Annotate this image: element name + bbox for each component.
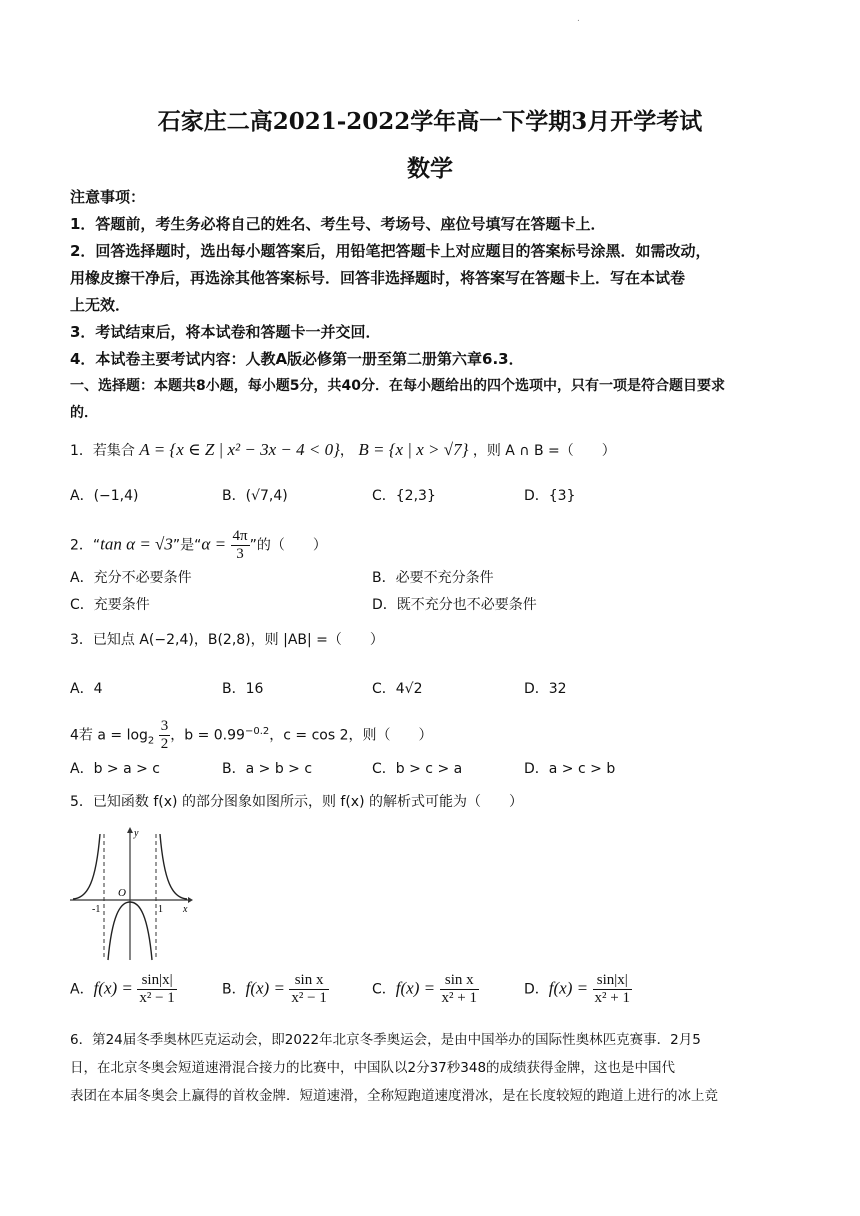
q5-opt-c-num: sin x — [440, 972, 479, 990]
q5-opt-a-fx: f(x) = — [93, 978, 133, 998]
page-mark: . — [577, 14, 580, 24]
graph-label-y: y — [134, 828, 139, 839]
q2-option-c: C．充要条件 — [70, 597, 150, 613]
q4-stem-c: ，c = cos 2，则（ ） — [269, 727, 433, 744]
curve-right-branch — [160, 834, 187, 899]
question-6-line: 表团在本届冬奥会上赢得的首枚金牌．短道速滑，全称短跑道速度滑冰，是在长度较短的跑道上进行的冰上竞 — [70, 1088, 718, 1104]
x-axis-arrow — [188, 897, 193, 903]
notice-item: 3．考试结束后，将本试卷和答题卡一并交回． — [70, 323, 381, 341]
q4-frac-den: 2 — [160, 736, 169, 752]
notice-item: 上无效． — [70, 296, 131, 314]
section-heading: 一、选择题：本题共8小题，每小题5分，共40分．在每小题给出的四个选项中，只有一项是符合题目要求 — [70, 378, 725, 394]
q4-option-c: C．b > c > a — [372, 761, 463, 777]
graph-label-neg1: -1 — [92, 904, 101, 915]
notice-item: 1．答题前，考生务必将自己的姓名、考生号、考场号、座位号填写在答题卡上． — [70, 215, 606, 233]
q5-opt-d-frac — [593, 972, 632, 1007]
q5-option-b — [222, 972, 329, 1007]
q5-opt-d-fx: f(x) = — [548, 978, 589, 998]
q1-option-b: B．(√7,4) — [222, 488, 288, 504]
section-heading-cont: 的． — [70, 405, 98, 421]
q2-fraction — [231, 528, 250, 563]
q1-set-a: A = {x ∈ Z | x² − 3x − 4 < 0} — [139, 440, 340, 459]
q2-frac-num: 4π — [232, 528, 248, 544]
q4-stem-a: 4若 a = log — [70, 727, 148, 744]
graph-label-pos1: 1 — [158, 904, 163, 915]
q1-ask: ，则 A ∩ B =（ ） — [472, 443, 616, 459]
q2-option-a: A．充分不必要条件 — [70, 570, 192, 586]
q5-opt-a-den: x² − 1 — [139, 990, 175, 1006]
graph-label-x: x — [183, 904, 188, 915]
notice-heading: 注意事项： — [70, 188, 146, 206]
q4-exponent: −0.2 — [244, 725, 270, 737]
graph-label-origin: O — [118, 887, 126, 899]
notice-item: 4．本试卷主要考试内容：人教A版必修第一册至第二册第六章6.3． — [70, 350, 524, 368]
q5-opt-b-num: sin x — [289, 972, 328, 990]
q2-stem-a: 2．“ — [70, 537, 101, 554]
q5-opt-a-frac — [137, 972, 176, 1007]
q5-opt-b-frac — [289, 972, 328, 1007]
q5-option-d — [524, 972, 632, 1007]
q4-option-a: A．b > a > c — [70, 761, 161, 777]
q1-option-c: C．{2,3} — [372, 488, 436, 504]
q3-option-d: D．32 — [524, 681, 567, 697]
q2-stem-b: ”是“ — [172, 537, 202, 554]
q4-stem-b: ，b = 0.99 — [170, 727, 245, 744]
q1-sep: ， — [339, 443, 354, 459]
q3-option-b: B．16 — [222, 681, 264, 697]
question-6-line: 日，在北京冬奥会短道速滑混合接力的比赛中，中国队以2分37秒348的成绩获得金牌，这也是中国代 — [70, 1060, 676, 1076]
question-5: 5．已知函数 f(x) 的部分图象如图所示，则 f(x) 的解析式可能为（ ） — [70, 794, 523, 810]
q5-opt-d-label: D． — [524, 981, 549, 998]
q5-option-c — [372, 972, 479, 1007]
q1-option-a: A．(−1,4) — [70, 488, 139, 504]
q5-opt-c-frac — [440, 972, 479, 1007]
question-4 — [70, 718, 796, 753]
q4-frac-num: 3 — [160, 718, 169, 734]
curve-left-branch — [73, 834, 100, 899]
q4-fraction — [159, 718, 171, 753]
notice-item: 2．回答选择题时，选出每小题答案后，用铅笔把答题卡上对应题目的答案标号涂黑．如需改动， — [70, 242, 711, 260]
q4-log-base: 2 — [147, 735, 155, 747]
q5-option-a — [70, 972, 177, 1007]
q2-option-d: D．既不充分也不必要条件 — [372, 597, 537, 613]
q2-frac-den: 3 — [236, 546, 244, 562]
q1-prefix: 1．若集合 — [70, 443, 135, 459]
q5-opt-b-label: B． — [222, 981, 246, 998]
q5-opt-a-num: sin|x| — [137, 972, 176, 990]
q2-stem-c: ”的（ ） — [249, 537, 327, 554]
question-3: 3．已知点 A(−2,4)，B(2,8)，则 |AB| =（ ） — [70, 632, 384, 648]
y-axis-arrow — [127, 827, 133, 833]
question-6-line: 6．第24届冬季奥林匹克运动会，即2022年北京冬季奥运会，是由中国举办的国际性奥林匹克赛事．2月5 — [70, 1032, 701, 1048]
q5-opt-c-fx: f(x) = — [395, 978, 436, 998]
q4-option-b: B．a > b > c — [222, 761, 313, 777]
q5-opt-d-num: sin|x| — [593, 972, 632, 990]
function-graph — [68, 826, 193, 961]
q5-opt-b-den: x² − 1 — [291, 990, 327, 1006]
question-1 — [70, 440, 796, 461]
q5-opt-a-label: A． — [70, 981, 94, 998]
q3-option-c: C．4√2 — [372, 681, 423, 697]
q3-option-a: A．4 — [70, 681, 103, 697]
q4-option-d: D．a > c > b — [524, 761, 616, 777]
q5-opt-b-fx: f(x) = — [245, 978, 285, 998]
q5-opt-c-den: x² + 1 — [441, 990, 478, 1006]
q5-opt-c-label: C． — [372, 981, 396, 998]
exam-subject: 数学 — [407, 155, 453, 182]
q1-option-d: D．{3} — [524, 488, 576, 504]
q1-set-b: B = {x | x > √7} — [358, 440, 469, 459]
q5-opt-d-den: x² + 1 — [594, 990, 631, 1006]
question-2 — [70, 528, 796, 563]
exam-title: 石家庄二高2021-2022学年高一下学期3月开学考试 — [157, 108, 703, 135]
q2-expr: tan α = √3 — [100, 534, 173, 554]
notice-item: 用橡皮擦干净后，再选涂其他答案标号．回答非选择题时，将答案写在答题卡上．写在本试卷 — [70, 269, 686, 287]
q2-alpha: α = — [201, 534, 227, 554]
q2-option-b: B．必要不充分条件 — [372, 570, 494, 586]
